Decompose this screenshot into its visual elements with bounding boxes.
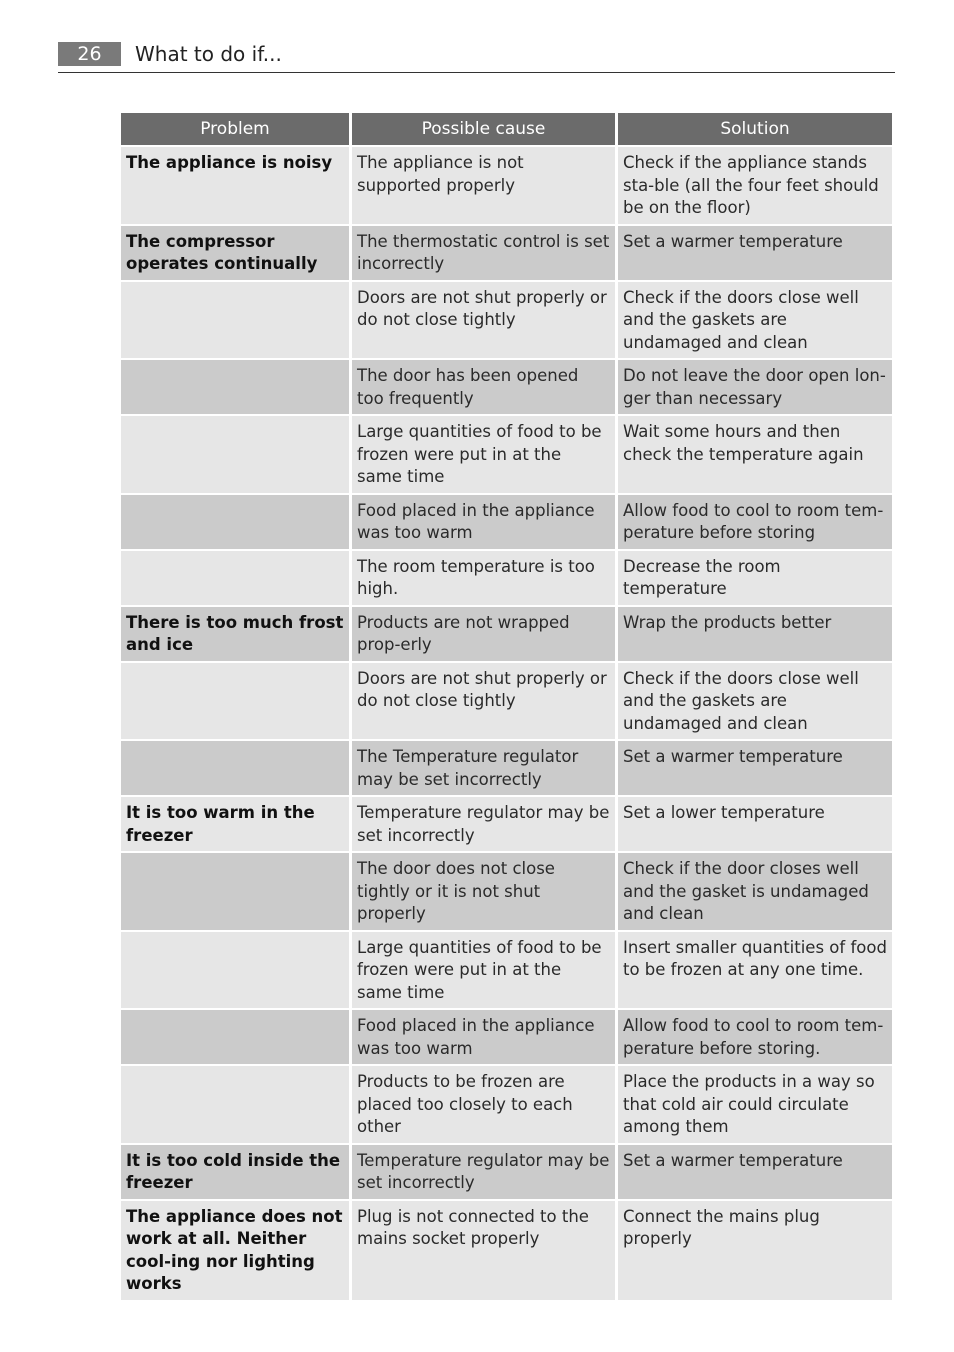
cause-cell: The Temperature regulator may be set incorrectly <box>352 741 615 795</box>
table-row <box>121 932 892 1009</box>
table-row <box>121 495 892 549</box>
solution-cell: Check if the doors close well and the gaskets are undamaged and clean <box>618 282 892 359</box>
section-title: What to do if... <box>135 42 282 66</box>
column-header-problem: Problem <box>121 113 349 145</box>
page-header <box>58 40 895 73</box>
solution-cell: Set a warmer temperature <box>618 741 892 795</box>
problem-cell <box>121 551 349 605</box>
cause-cell: The appliance is not supported properly <box>352 147 615 224</box>
problem-cell: The appliance is noisy <box>121 147 349 224</box>
table-row <box>121 797 892 851</box>
table-body <box>121 147 892 1300</box>
problem-cell: It is too warm in the freezer <box>121 797 349 851</box>
problem-cell <box>121 495 349 549</box>
solution-cell: Connect the mains plug properly <box>618 1201 892 1300</box>
problem-cell <box>121 360 349 414</box>
cause-cell: Doors are not shut properly or do not close tightly <box>352 282 615 359</box>
table-row <box>121 1066 892 1143</box>
cause-cell: The room temperature is too high. <box>352 551 615 605</box>
cause-cell: Products to be frozen are placed too closely to each other <box>352 1066 615 1143</box>
cause-cell: The door has been opened too frequently <box>352 360 615 414</box>
table-row <box>121 663 892 740</box>
table-row <box>121 853 892 930</box>
cause-cell: Food placed in the appliance was too warm <box>352 495 615 549</box>
cause-cell: Large quantities of food to be frozen were put in at the same time <box>352 932 615 1009</box>
cause-cell: Large quantities of food to be frozen were put in at the same time <box>352 416 615 493</box>
troubleshooting-table <box>118 111 895 1302</box>
problem-cell <box>121 1010 349 1064</box>
cause-cell: The door does not close tightly or it is not shut properly <box>352 853 615 930</box>
cause-cell: Doors are not shut properly or do not close tightly <box>352 663 615 740</box>
page-number: 26 <box>58 42 121 66</box>
table-row <box>121 226 892 280</box>
problem-cell: The appliance does not work at all. Neither cool-ing nor lighting works <box>121 1201 349 1300</box>
table-row <box>121 1010 892 1064</box>
table-row <box>121 360 892 414</box>
cause-cell: Temperature regulator may be set incorrectly <box>352 1145 615 1199</box>
column-header-solution: Solution <box>618 113 892 145</box>
column-header-possible-cause: Possible cause <box>352 113 615 145</box>
solution-cell: Do not leave the door open lon-ger than necessary <box>618 360 892 414</box>
solution-cell: Allow food to cool to room tem-perature before storing. <box>618 1010 892 1064</box>
solution-cell: Check if the doors close well and the gaskets are undamaged and clean <box>618 663 892 740</box>
problem-cell <box>121 282 349 359</box>
table-row <box>121 741 892 795</box>
solution-cell: Place the products in a way so that cold air could circulate among them <box>618 1066 892 1143</box>
problem-cell: The compressor operates continually <box>121 226 349 280</box>
problem-cell: There is too much frost and ice <box>121 607 349 661</box>
problem-cell <box>121 1066 349 1143</box>
solution-cell: Check if the door closes well and the gasket is undamaged and clean <box>618 853 892 930</box>
table-header-row <box>121 113 892 145</box>
solution-cell: Wrap the products better <box>618 607 892 661</box>
table-row <box>121 147 892 224</box>
problem-cell <box>121 741 349 795</box>
problem-cell <box>121 416 349 493</box>
solution-cell: Allow food to cool to room tem-perature before storing <box>618 495 892 549</box>
solution-cell: Check if the appliance stands sta-ble (all the four feet should be on the floor) <box>618 147 892 224</box>
solution-cell: Set a lower temperature <box>618 797 892 851</box>
solution-cell: Set a warmer temperature <box>618 226 892 280</box>
cause-cell: Plug is not connected to the mains socket properly <box>352 1201 615 1300</box>
cause-cell: Temperature regulator may be set incorrectly <box>352 797 615 851</box>
problem-cell <box>121 932 349 1009</box>
problem-cell <box>121 663 349 740</box>
table-row <box>121 282 892 359</box>
cause-cell: The thermostatic control is set incorrectly <box>352 226 615 280</box>
solution-cell: Wait some hours and then check the temperature again <box>618 416 892 493</box>
solution-cell: Insert smaller quantities of food to be frozen at any one time. <box>618 932 892 1009</box>
problem-cell <box>121 853 349 930</box>
table-row <box>121 416 892 493</box>
problem-cell: It is too cold inside the freezer <box>121 1145 349 1199</box>
table-row <box>121 1145 892 1199</box>
table-row <box>121 1201 892 1300</box>
table-row <box>121 607 892 661</box>
cause-cell: Food placed in the appliance was too warm <box>352 1010 615 1064</box>
solution-cell: Decrease the room temperature <box>618 551 892 605</box>
table-row <box>121 551 892 605</box>
solution-cell: Set a warmer temperature <box>618 1145 892 1199</box>
cause-cell: Products are not wrapped prop-erly <box>352 607 615 661</box>
